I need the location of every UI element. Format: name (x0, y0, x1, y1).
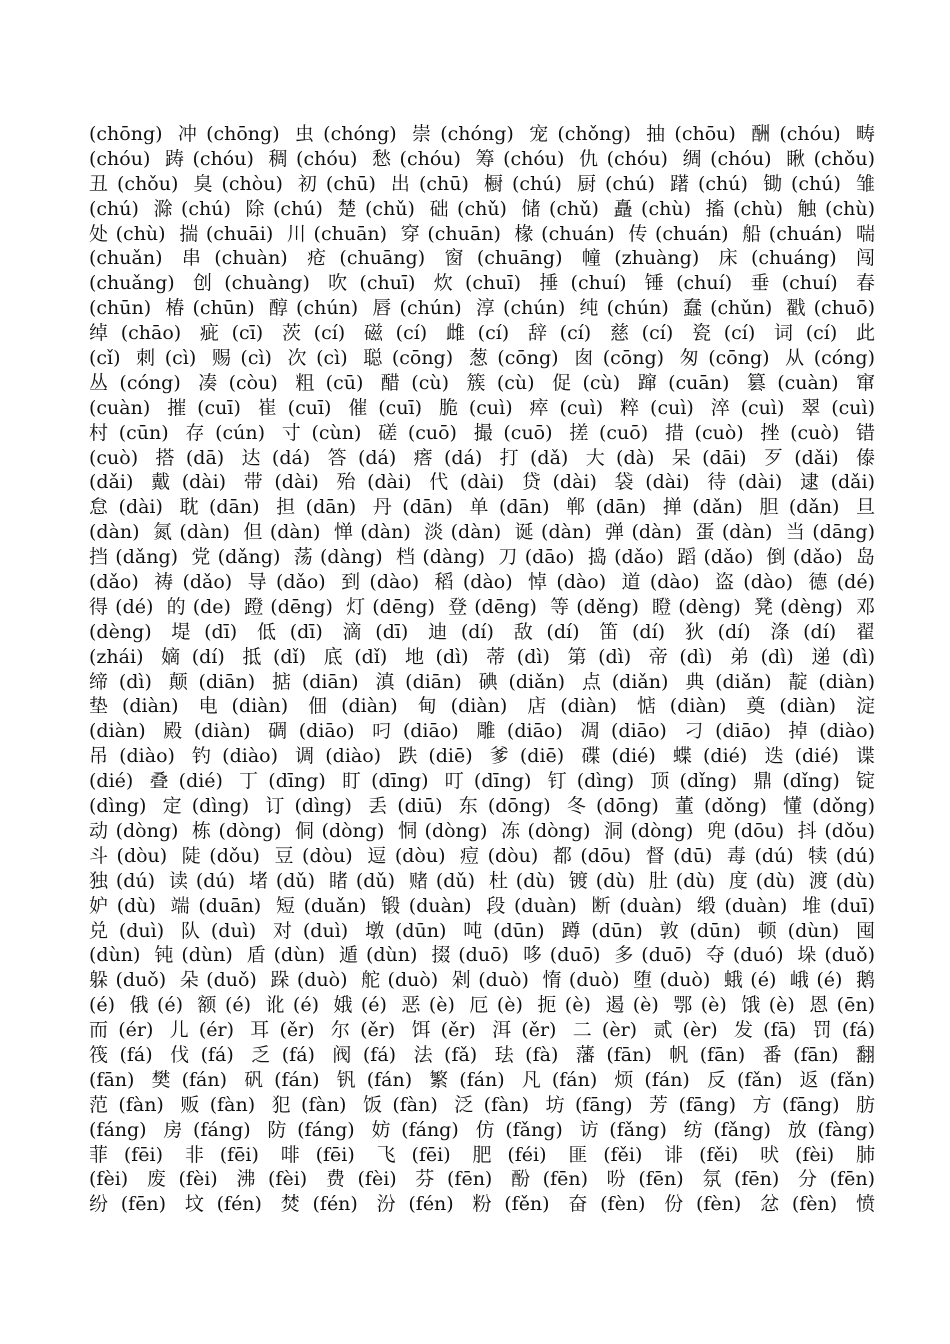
text-line: 处(chù) 揣(chuāi) 川(chuān) 穿(chuān) 椽(chuán) 传(chuán) 船(chuán) 喘 (89, 222, 875, 245)
text-line: (fáng) 房(fáng) 防(fáng) 妨(fáng) 仿(fǎng) 访(fǎng) 纺(fǎng) 放(fàng) (89, 1118, 875, 1141)
text-line: (chūn) 椿(chūn) 醇(chún) 唇(chún) 淳(chún) 纯(chún) 蠢(chǔn) 戳(chuō) (89, 297, 875, 320)
text-line: (fèi) 废(fèi) 沸(fèi) 费(fèi) 芬(fēn) 酚(fēn) 吩(fēn) 氛(fēn) 分(fēn) (89, 1168, 875, 1191)
text-line: (dàn) 氮(dàn) 但(dàn) 惮(dàn) 淡(dàn) 诞(dàn) 弹(dàn) 蛋(dàn) 当(dāng) (89, 521, 875, 544)
text-line: (dié) 叠(dié) 丁(dīng) 盯(dīng) 叮(dīng) 钉(dìng) 顶(dǐng) 鼎(dǐng) 锭 (89, 770, 875, 793)
text-line: (diàn) 殿(diàn) 碉(diāo) 叼(diāo) 雕(diāo) 凋(diāo) 刁(diāo) 掉(diào) (89, 720, 875, 743)
text-line: (chōng) 冲(chōng) 虫(chóng) 崇(chóng) 宠(chǒng) 抽(chōu) 酬(chóu) 畴 (89, 123, 875, 145)
text-line: 兑(duì) 队(duì) 对(duì) 墩(dūn) 吨(dūn) 蹲(dūn) 敦(dūn) 顿(dùn) 囤 (89, 919, 875, 942)
text-line: 丛(cóng) 凑(còu) 粗(cū) 醋(cù) 簇(cù) 促(cù) 蹿(cuān) 篡(cuàn) 窜 (89, 371, 875, 394)
text-line: (cǐ) 刺(cì) 赐(cì) 次(cì) 聪(cōng) 葱(cōng) 囱(cōng) 匆(cōng) 从(cóng) (89, 347, 875, 370)
text-line: 纷(fēn) 坟(fén) 焚(fén) 汾(fén) 粉(fěn) 奋(fèn) 份(fèn) 忿(fèn) 愤 (89, 1193, 875, 1216)
pinyin-character-list (89, 122, 875, 1217)
text-line: 村(cūn) 存(cún) 寸(cùn) 磋(cuō) 撮(cuō) 搓(cuō) 措(cuò) 挫(cuò) 错 (89, 421, 875, 444)
text-line: 筏(fá) 伐(fá) 乏(fá) 阀(fá) 法(fǎ) 珐(fà) 藩(fān) 帆(fān) 番(fān) 翻 (89, 1043, 875, 1066)
text-line: 动(dòng) 栋(dòng) 侗(dòng) 恫(dòng) 冻(dòng) 洞(dòng) 兜(dōu) 抖(dǒu) (89, 819, 875, 842)
text-line: 丑(chǒu) 臭(chòu) 初(chū) 出(chū) 橱(chú) 厨(chú) 躇(chú) 锄(chú) 雏 (89, 172, 875, 195)
text-line: (dìng) 定(dìng) 订(dìng) 丢(diū) 东(dōng) 冬(dōng) 董(dǒng) 懂(dǒng) (89, 795, 875, 818)
text-line: (é) 俄(é) 额(é) 讹(é) 娥(é) 恶(è) 厄(è) 扼(è) 遏(è) 鄂(è) 饿(è) 恩(ēn) (89, 994, 875, 1017)
text-line: 挡(dǎng) 党(dǎng) 荡(dàng) 档(dàng) 刀(dāo) 捣(dǎo) 蹈(dǎo) 倒(dǎo) 岛 (89, 546, 875, 569)
text-line: (zhái) 嫡(dí) 抵(dǐ) 底(dǐ) 地(dì) 蒂(dì) 第(dì) 帝(dì) 弟(dì) 递(dì) (89, 645, 875, 668)
text-line: 妒(dù) 端(duān) 短(duǎn) 锻(duàn) 段(duàn) 断(duàn) 缎(duàn) 堆(duī) (89, 894, 875, 917)
text-line: (chuǎn) 串(chuàn) 疮(chuāng) 窗(chuāng) 幢(zhuàng) 床(chuáng) 闯 (89, 247, 875, 270)
text-line: (fān) 樊(fán) 矾(fán) 钒(fán) 繁(fán) 凡(fán) 烦(fán) 反(fǎn) 返(fǎn) (89, 1068, 875, 1091)
text-line: (dèng) 堤(dī) 低(dī) 滴(dī) 迪(dí) 敌(dí) 笛(dí) 狄(dí) 涤(dí) 翟 (89, 620, 875, 643)
text-line: (chú) 滁(chú) 除(chú) 楚(chǔ) 础(chǔ) 储(chǔ) 矗(chù) 搐(chù) 触(chù) (89, 197, 875, 220)
text-line: 垫(diàn) 电(diàn) 佃(diàn) 甸(diàn) 店(diàn) 惦(diàn) 奠(diàn) 淀 (89, 695, 875, 718)
text-line: 独(dú) 读(dú) 堵(dǔ) 睹(dǔ) 赌(dǔ) 杜(dù) 镀(dù) 肚(dù) 度(dù) 渡(dù) (89, 869, 875, 892)
text-line: (dǎo) 祷(dǎo) 导(dǎo) 到(dào) 稻(dào) 悼(dào) 道(dào) 盗(dào) 德(dé) (89, 571, 875, 594)
text-line: 缔(dì) 颠(diān) 掂(diān) 滇(diān) 碘(diǎn) 点(diǎn) 典(diǎn) 靛(diàn) (89, 670, 875, 693)
text-line: 而(ér) 儿(ér) 耳(ěr) 尔(ěr) 饵(ěr) 洱(ěr) 二(èr) 贰(èr) 发(fā) 罚(fá) (89, 1019, 875, 1042)
text-line: 躲(duǒ) 朵(duǒ) 跺(duò) 舵(duò) 剁(duò) 惰(duò) 堕(duò) 蛾(é) 峨(é) 鹅 (89, 969, 875, 992)
text-line: 吊(diào) 钓(diào) 调(diào) 跌(diē) 爹(diē) 碟(dié) 蝶(dié) 迭(dié) 谍 (89, 745, 875, 768)
text-line: (cuàn) 摧(cuī) 崔(cuī) 催(cuī) 脆(cuì) 瘁(cuì) 粹(cuì) 淬(cuì) 翠(cuì) (89, 396, 875, 419)
text-line: 绰(chāo) 疵(cī) 茨(cí) 磁(cí) 雌(cí) 辞(cí) 慈(cí) 瓷(cí) 词(cí) 此 (89, 322, 875, 345)
text-line: (dǎi) 戴(dài) 带(dài) 殆(dài) 代(dài) 贷(dài) 袋(dài) 待(dài) 逮(dǎi) (89, 471, 875, 494)
text-line: (dùn) 钝(dùn) 盾(dùn) 遁(dùn) 掇(duō) 哆(duō) 多(duō) 夺(duó) 垛(duǒ) (89, 944, 875, 967)
text-line: 得(dé) 的(de) 蹬(dēng) 灯(dēng) 登(dēng) 等(děng) 瞪(dèng) 凳(dèng) 邓 (89, 595, 875, 618)
text-line: 菲(fēi) 非(fēi) 啡(fēi) 飞(fēi) 肥(féi) 匪(fěi) 诽(fěi) 吠(fèi) 肺 (89, 1143, 875, 1166)
text-line: (chóu) 踌(chóu) 稠(chóu) 愁(chóu) 筹(chóu) 仇(chóu) 绸(chóu) 瞅(chǒu) (89, 147, 875, 170)
text-line: 范(fàn) 贩(fàn) 犯(fàn) 饭(fàn) 泛(fàn) 坊(fāng) 芳(fāng) 方(fāng) 肪 (89, 1093, 875, 1116)
text-line: 怠(dài) 耽(dān) 担(dān) 丹(dān) 单(dān) 郸(dān) 掸(dǎn) 胆(dǎn) 旦 (89, 496, 875, 519)
text-line: 斗(dòu) 陡(dǒu) 豆(dòu) 逗(dòu) 痘(dòu) 都(dōu) 督(dū) 毒(dú) 犊(dú) (89, 844, 875, 867)
text-line: (cuò) 搭(dā) 达(dá) 答(dá) 瘩(dá) 打(dǎ) 大(dà) 呆(dāi) 歹(dǎi) 傣 (89, 446, 875, 469)
text-line: (chuǎng) 创(chuàng) 吹(chuī) 炊(chuī) 捶(chuí) 锤(chuí) 垂(chuí) 春 (89, 272, 875, 295)
